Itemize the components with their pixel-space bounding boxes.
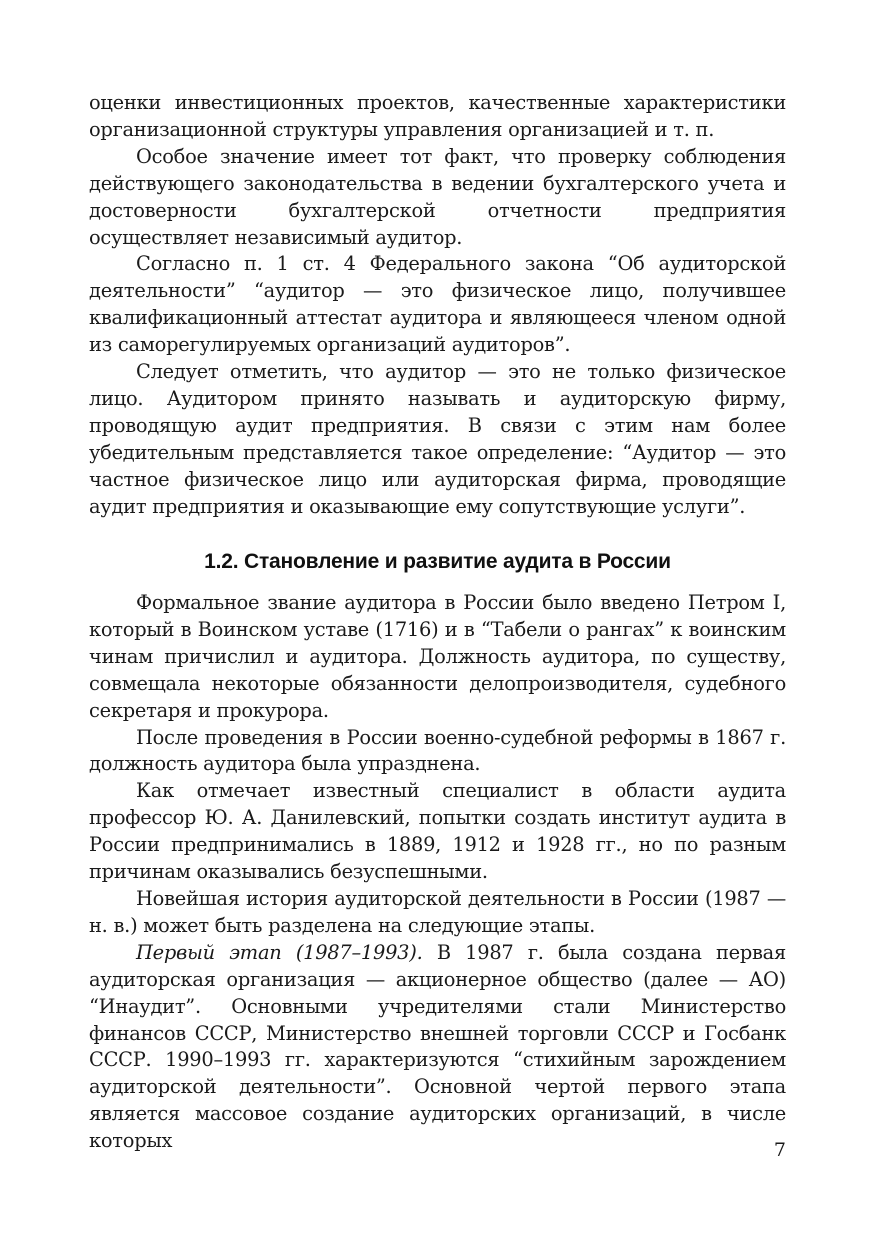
paragraph-modern-history: Новейшая история аудиторской деятельности в России (1987 — н. в.) может быть разделена на следующие этапы.	[89, 886, 786, 937]
paragraph-independent-auditor: Особое значение имеет тот факт, что проверку соблюдения действующего законодательства в ведении бухгалтерского учета и достоверности бухгалтерской отчетности предприятия осуществляет независимый аудитор.	[89, 144, 786, 249]
section-heading: 1.2. Становление и развитие аудита в России	[204, 550, 671, 573]
text-block-bottom	[89, 590, 786, 1155]
paragraph-danilevsky: Как отмечает известный специалист в области аудита профессор Ю. А. Данилевский, попытки создать институт аудита в России предпринимались в 1889, 1912 и 1928 гг., но по разным причинам оказывались безуспешными.	[89, 779, 786, 884]
page-number: 7	[773, 1139, 786, 1161]
paragraph-continuation: оценки инвестиционных проектов, качественные характеристики организационной структуры управления организацией и т. п.	[89, 91, 786, 141]
paragraph-military-reform: После проведения в России военно-судебной реформы в 1867 г. должность аудитора была упразднена.	[89, 725, 786, 776]
first-stage-text: В 1987 г. была создана первая аудиторская организация — акционерное общество (далее — АО) “Инаудит”. Основными учредителями стали Министерство финансов СССР, Министерство внешней торговли СССР и Госбанк СССР. 1990–1993 гг. характеризуются “стихийным зарождением аудиторской деятельности”. Основной чертой первого этапа является массовое создание аудиторских организаций, в числе которых	[89, 940, 786, 1153]
paragraph-first-stage	[89, 940, 786, 1155]
text-block-top	[89, 90, 786, 521]
paragraph-peter-the-great: Формальное звание аудитора в России было введено Петром I, который в Воинском уставе (1716) и в “Табели о рангах” к воинским чинам причислил и аудитора. Должность аудитора, по существу, совмещала некоторые обязанности делопроизводителя, судебного секретаря и прокурора.	[89, 591, 786, 722]
first-stage-label: Первый этап (1987–1993).	[136, 940, 423, 964]
paragraph-federal-law-definition: Согласно п. 1 ст. 4 Федерального закона “Об аудиторской деятельности” “аудитор — это физическое лицо, получившее квалификационный аттестат аудитора и являющееся членом одной из саморегулируемых организаций аудиторов”.	[89, 252, 786, 357]
paragraph-auditor-definition: Следует отметить, что аудитор — это не только физическое лицо. Аудитором принято называть и аудиторскую фирму, проводящую аудит предприятия. В связи с этим нам более убедительным представляется такое определение: “Аудитор — это частное физическое лицо или аудиторская фирма, проводящие аудит предприятия и оказывающие ему сопутствующие услуги”.	[89, 360, 786, 518]
